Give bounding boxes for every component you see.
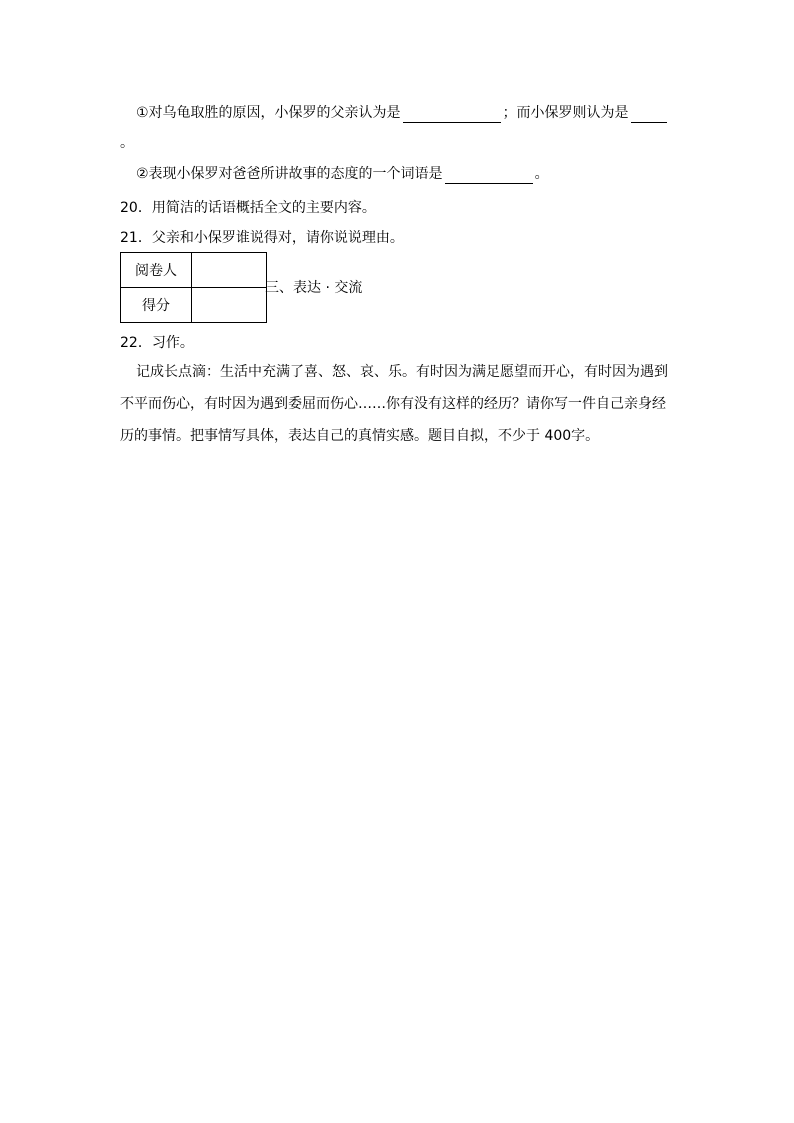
essay-prompt-line-2: 不平而伤心，有时因为遇到委屈而伤心……你有没有这样的经历？请你写一件自己亲身经 [120,396,666,412]
question-19-item-1 [136,103,669,123]
score-label: 得分 [121,288,192,323]
item-1-text-a: ①对乌龟取胜的原因，小保罗的父亲认为是 [136,105,401,121]
item-1-end: 。 [120,135,134,151]
item-2-end: 。 [534,166,549,182]
reviewer-label: 阅卷人 [121,253,192,288]
essay-prompt-line-1: 记成长点滴：生活中充满了喜、怒、哀、乐。有时因为满足愿望而开心，有时因为遇到 [136,364,668,380]
essay-prompt-line-3: 历的事情。把事情写具体，表达自己的真情实感。题目自拟，不少于 400字。 [120,428,600,444]
answer-blank-3[interactable] [445,167,533,184]
question-21: 21．父亲和小保罗谁说得对，请你说说理由。 [120,230,404,246]
question-20: 20．用简洁的话语概括全文的主要内容。 [120,200,376,216]
score-cell[interactable] [192,288,267,323]
answer-blank-2[interactable] [631,106,667,123]
item-1-text-b: ；而小保罗则认为是 [502,105,629,121]
answer-blank-1[interactable] [403,106,501,123]
question-22: 22．习作。 [120,335,194,351]
reviewer-cell[interactable] [192,253,267,288]
section-title: 三、表达 · 交流 [265,280,363,296]
item-2-text: ②表现小保罗对爸爸所讲故事的态度的一个词语是 [136,166,443,182]
question-19-item-2 [136,164,549,184]
score-table [120,252,267,323]
